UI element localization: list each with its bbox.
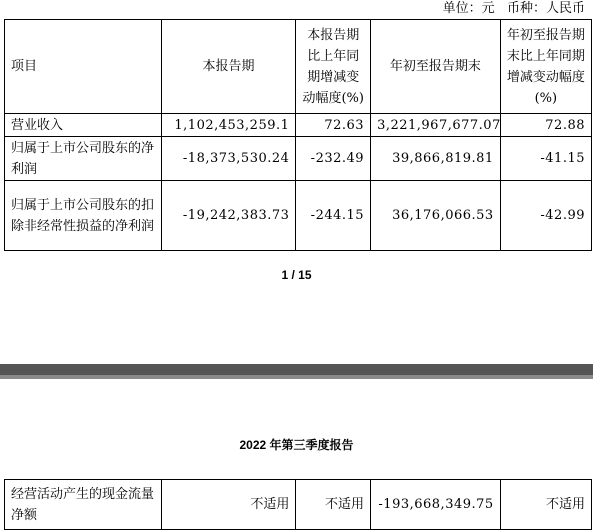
header-year-to-date-change: 年初至报告期末比上年同期增减变动幅度(%) — [500, 20, 591, 114]
cell-year-to-date: 39,866,819.81 — [371, 137, 501, 181]
cell-current-change: -244.15 — [296, 181, 371, 251]
cell-ytd-change: -41.15 — [500, 137, 591, 181]
cell-current-change: 72.63 — [296, 114, 371, 137]
financial-summary-table — [4, 19, 592, 251]
cell-year-to-date: -193,668,349.75 — [371, 480, 501, 530]
header-item: 项目 — [5, 20, 162, 114]
cell-current-period: 1,102,453,259.1 — [161, 114, 296, 137]
table-row — [5, 114, 592, 137]
header-current-period: 本报告期 — [161, 20, 296, 114]
page-break-divider — [0, 364, 593, 379]
unit-currency-note: 单位：元 币种：人民币 — [442, 1, 585, 16]
report-header-title: 2022 年第三季度报告 — [239, 438, 354, 452]
table-row — [5, 137, 592, 181]
row-label: 归属于上市公司股东的扣除非经常性损益的净利润 — [5, 181, 162, 251]
cell-year-to-date: 36,176,066.53 — [371, 181, 501, 251]
row-label: 营业收入 — [5, 114, 162, 137]
row-label: 归属于上市公司股东的净利润 — [5, 137, 162, 181]
cell-year-to-date: 3,221,967,677.07 — [371, 114, 501, 137]
page-number: 1 / 15 — [281, 268, 312, 282]
table-row — [5, 480, 592, 530]
cash-flow-table — [4, 479, 592, 530]
cell-ytd-change: 72.88 — [500, 114, 591, 137]
cell-current-period: 不适用 — [161, 480, 296, 530]
cell-current-change: 不适用 — [296, 480, 371, 530]
cell-ytd-change: -42.99 — [500, 181, 591, 251]
row-label: 经营活动产生的现金流量净额 — [5, 480, 162, 530]
cell-ytd-change: 不适用 — [500, 480, 591, 530]
table-row — [5, 181, 592, 251]
cell-current-period: -19,242,383.73 — [161, 181, 296, 251]
header-current-period-change: 本报告期比上年同期增减变动幅度(%) — [296, 20, 371, 114]
header-year-to-date: 年初至报告期末 — [371, 20, 501, 114]
page-break-divider-edge — [0, 375, 593, 379]
cell-current-period: -18,373,530.24 — [161, 137, 296, 181]
table-header-row — [5, 20, 592, 114]
cell-current-change: -232.49 — [296, 137, 371, 181]
